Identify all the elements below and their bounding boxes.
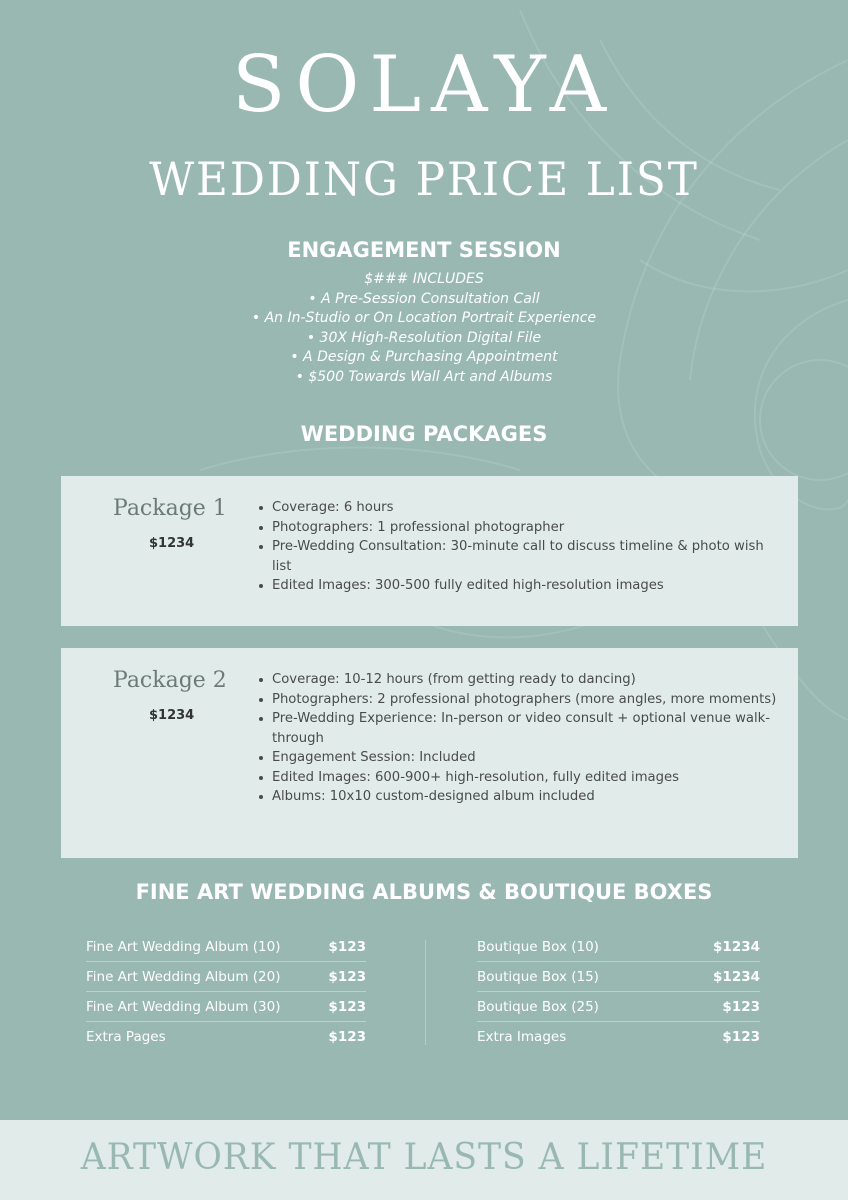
- item-name: Boutique Box (15): [477, 968, 599, 985]
- item-name: Boutique Box (10): [477, 938, 599, 955]
- package-name: Package 2: [113, 668, 227, 693]
- price-row: [86, 1022, 366, 1052]
- package-feature: Photographers: 2 professional photographers (more angles, more moments): [272, 690, 777, 710]
- package-price: $1234: [149, 536, 195, 551]
- engagement-list: [0, 270, 848, 387]
- item-name: Extra Pages: [86, 1029, 166, 1045]
- engagement-item: • A Design & Purchasing Appointment: [290, 349, 558, 365]
- item-price: $1234: [713, 968, 760, 985]
- package-feature: Pre-Wedding Experience: In-person or video consult + optional venue walk-through: [272, 709, 777, 748]
- boxes-price-list: [477, 932, 760, 1052]
- package-feature: Coverage: 6 hours: [272, 498, 777, 518]
- item-price: $123: [328, 938, 366, 955]
- item-name: Fine Art Wedding Album (10): [86, 938, 281, 955]
- package-name: Package 1: [113, 496, 227, 521]
- price-row: [477, 932, 760, 962]
- item-price: $123: [328, 968, 366, 985]
- package-feature-list: [272, 670, 777, 807]
- package-feature: Edited Images: 300-500 fully edited high-resolution images: [272, 576, 777, 596]
- page-subtitle: WEDDING PRICE LIST: [149, 152, 699, 206]
- footer-tagline: ARTWORK THAT LASTS A LIFETIME: [80, 1137, 768, 1178]
- footer-banner: [0, 1120, 848, 1200]
- item-name: Fine Art Wedding Album (30): [86, 998, 281, 1015]
- package-card-2: [61, 648, 798, 858]
- engagement-item: • $500 Towards Wall Art and Albums: [295, 368, 553, 385]
- price-row: [86, 932, 366, 962]
- packages-heading: WEDDING PACKAGES: [300, 422, 548, 446]
- item-price: $123: [722, 998, 760, 1015]
- engagement-heading: ENGAGEMENT SESSION: [287, 238, 561, 262]
- price-row: [477, 962, 760, 992]
- engagement-item: $### INCLUDES: [364, 271, 484, 287]
- package-feature: Pre-Wedding Consultation: 30-minute call to discuss timeline & photo wish list: [272, 537, 777, 576]
- price-row: [86, 962, 366, 992]
- item-price: $123: [328, 1029, 366, 1045]
- package-feature: Edited Images: 600-900+ high-resolution, fully edited images: [272, 768, 777, 788]
- item-name: Extra Images: [477, 1029, 567, 1045]
- price-row: [477, 992, 760, 1022]
- item-name: Fine Art Wedding Album (20): [86, 968, 281, 985]
- package-feature: Coverage: 10-12 hours (from getting ready to dancing): [272, 670, 777, 690]
- item-name: Boutique Box (25): [477, 998, 599, 1015]
- price-row: [477, 1022, 760, 1052]
- package-feature-list: [272, 498, 777, 596]
- albums-heading: FINE ART WEDDING ALBUMS & BOUTIQUE BOXES: [135, 880, 713, 904]
- item-price: $1234: [713, 938, 760, 955]
- item-price: $123: [722, 1029, 760, 1045]
- engagement-item: • 30X High-Resolution Digital File: [306, 329, 542, 346]
- package-feature: Engagement Session: Included: [272, 748, 777, 768]
- item-price: $123: [328, 998, 366, 1015]
- package-price: $1234: [149, 708, 195, 723]
- package-feature: Photographers: 1 professional photographer: [272, 518, 777, 538]
- package-card-1: [61, 476, 798, 626]
- engagement-item: • A Pre-Session Consultation Call: [308, 290, 540, 307]
- package-feature: Albums: 10x10 custom-designed album included: [272, 787, 777, 807]
- engagement-item: • An In-Studio or On Location Portrait Experience: [251, 310, 597, 326]
- albums-price-list: [86, 932, 366, 1052]
- column-divider: [425, 940, 426, 1045]
- price-row: [86, 992, 366, 1022]
- brand-title: SOLAYA: [231, 40, 617, 130]
